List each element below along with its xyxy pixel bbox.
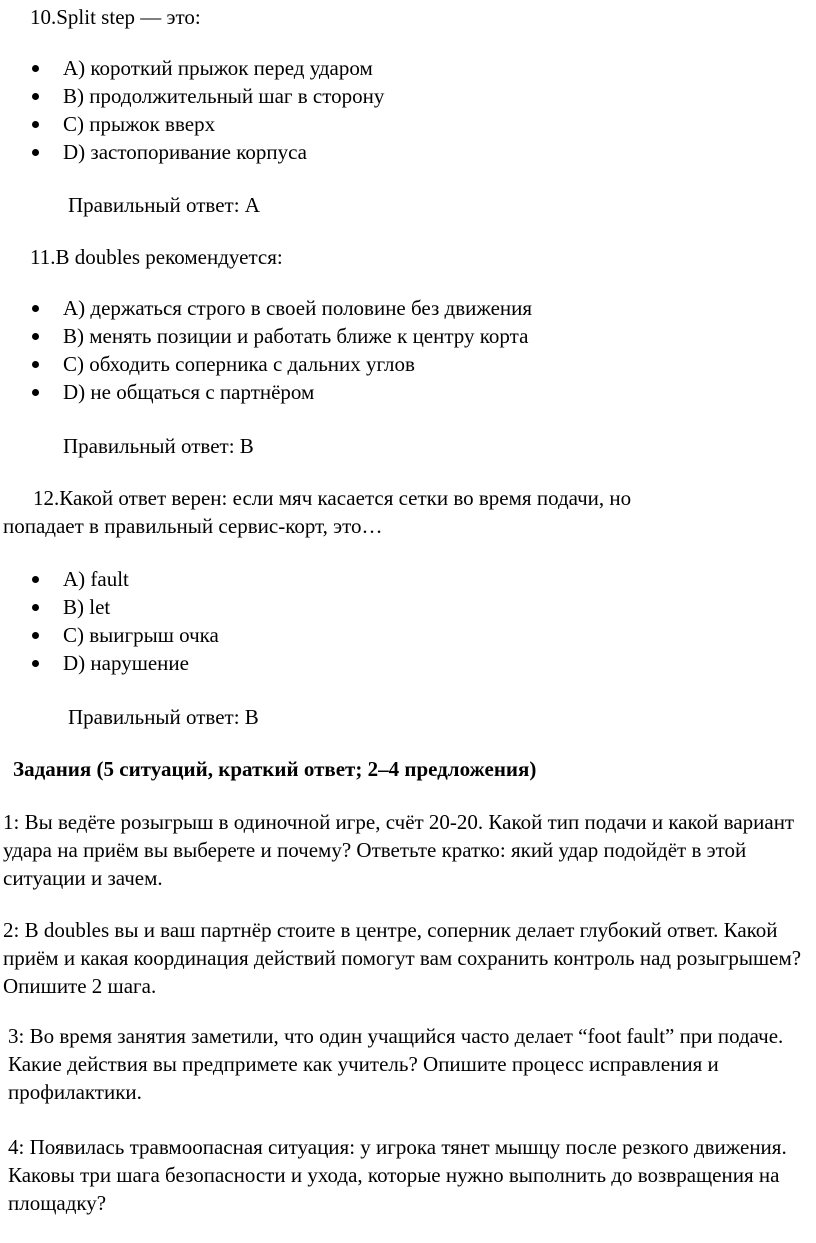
option-b: B) let bbox=[0, 593, 219, 621]
question-11-options bbox=[0, 294, 532, 406]
option-c: C) выигрыш очка bbox=[0, 621, 219, 649]
question-10-title: 10.Split step — это: bbox=[30, 5, 201, 29]
question-12-title bbox=[3, 484, 811, 540]
tasks-heading: Задания (5 ситуаций, краткий ответ; 2–4 предложения) bbox=[13, 757, 537, 781]
option-c: C) обходить соперника с дальних углов bbox=[0, 350, 532, 378]
option-a: A) короткий прыжок перед ударом bbox=[0, 54, 384, 82]
question-11-title: 11.В doubles рекомендуется: bbox=[30, 245, 283, 269]
question-12-title-line2: попадает в правильный сервис-корт, это… bbox=[3, 514, 383, 538]
option-a: A) держаться строго в своей половине без движения bbox=[0, 294, 532, 322]
option-d: D) застопоривание корпуса bbox=[0, 138, 384, 166]
task-2: 2: В doubles вы и ваш партнёр стоите в центре, соперник делает глубокий ответ. Какой приём и какая координация действий помогут вам сохранить контроль над розыгрышем? Опишите 2 шага. bbox=[3, 918, 802, 998]
option-c: C) прыжок вверх bbox=[0, 110, 384, 138]
task-3: 3: Во время занятия заметили, что один учащийся часто делает “foot fault” при подаче. Какие действия вы предпримете как учитель? Опишите процесс исправления и профилактики. bbox=[8, 1024, 784, 1104]
question-11-answer: Правильный ответ: B bbox=[63, 434, 254, 458]
question-12-options bbox=[0, 565, 219, 677]
option-b: B) продолжительный шаг в сторону bbox=[0, 82, 384, 110]
option-d: D) нарушение bbox=[0, 649, 219, 677]
task-1: 1: Вы ведёте розыгрыш в одиночной игре, счёт 20-20. Какой тип подачи и какой вариант удара на приём вы выберете и почему? Ответьте кратко: який удар подойдёт в этой ситуации и зачем. bbox=[3, 810, 795, 890]
question-12-answer: Правильный ответ: B bbox=[68, 705, 259, 729]
task-4: 4: Появилась травмоопасная ситуация: у игрока тянет мышцу после резкого движения. Каковы три шага безопасности и ухода, которые нужно выполнить до возвращения на площадку? bbox=[8, 1135, 787, 1215]
option-a: A) fault bbox=[0, 565, 219, 593]
option-d: D) не общаться с партнёром bbox=[0, 378, 532, 406]
option-b: B) менять позиции и работать ближе к центру корта bbox=[0, 322, 532, 350]
question-12-title-line1: 12.Какой ответ верен: если мяч касается сетки во время подачи, но bbox=[33, 486, 632, 510]
question-10-answer: Правильный ответ: A bbox=[68, 193, 260, 217]
question-10-options bbox=[0, 54, 384, 166]
